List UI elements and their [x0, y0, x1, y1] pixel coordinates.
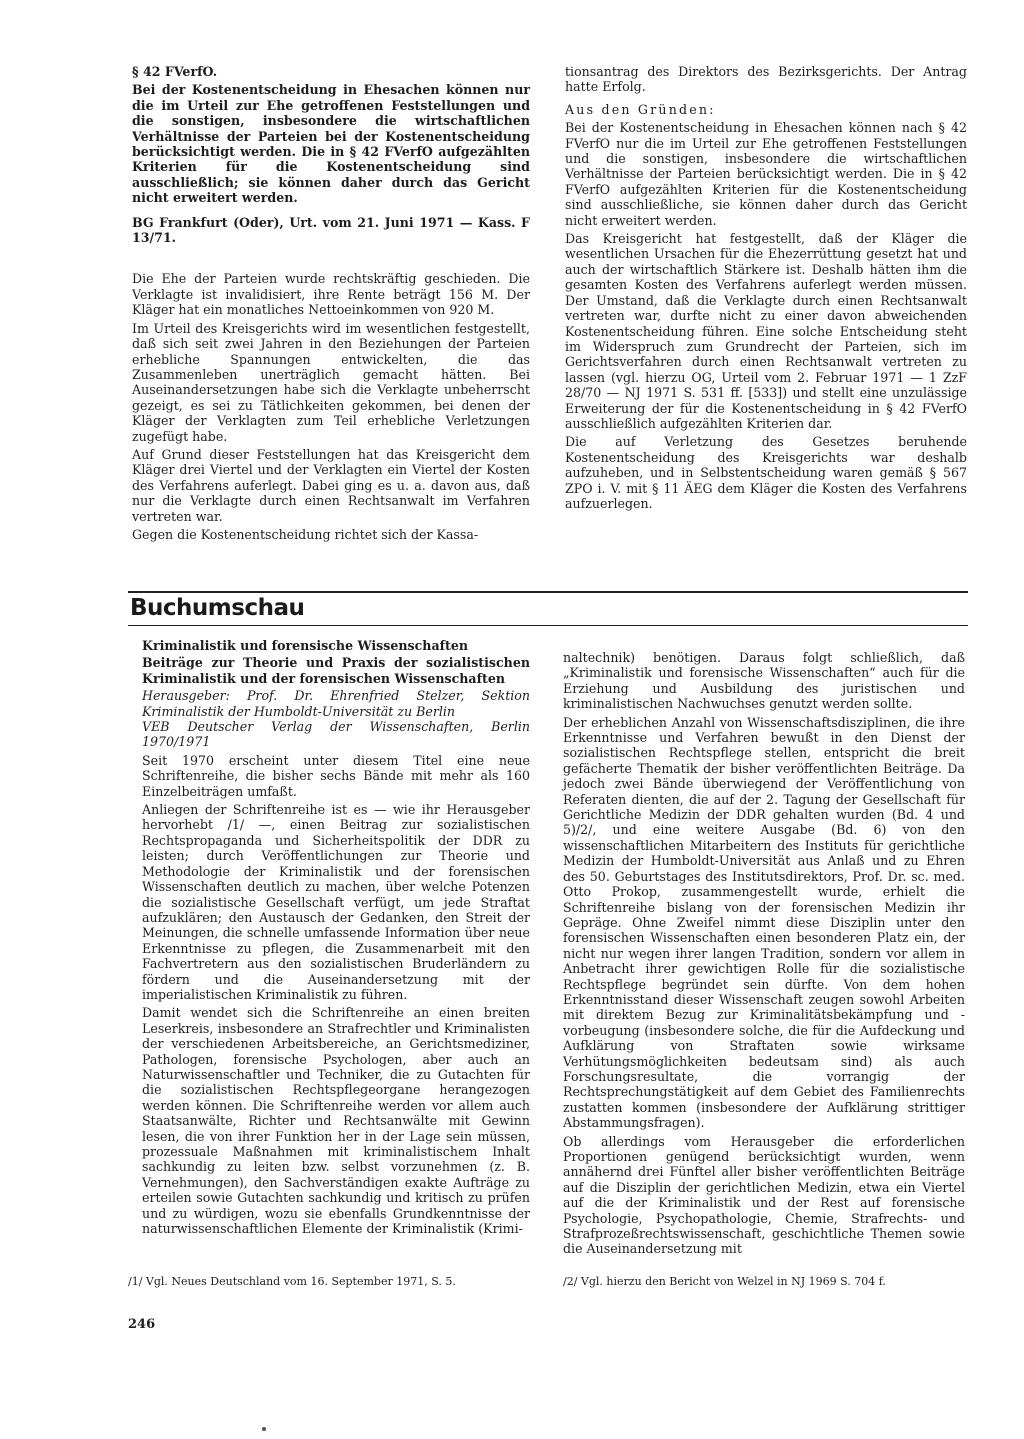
footnote-2: /2/ Vgl. hierzu den Bericht von Welzel in NJ 1969 S. 704 f. — [563, 1275, 886, 1288]
print-speck — [262, 1427, 266, 1431]
right-column-top — [565, 64, 967, 514]
paragraph: Seit 1970 erscheint unter diesem Titel eine neue Schriftenreihe, die bisher sechs Bände mit mehr als 160 Einzelbeiträgen umfaßt. — [142, 752, 530, 799]
headnote: Bei der Kostenentscheidung in Ehesachen können nur die im Urteil zur Ehe getroffenen Feststellungen und die sonstigen, insbesondere die wirtschaftlichen Verhältnisse der Parteien bei der Kostenentscheidung berücksichtigt werden. Die in § 42 FVerfO aufgezählten Kriterien für die Kostenentscheidung sind ausschließlich; sie können daher durch das Gericht nicht erweitert werden. — [132, 82, 530, 206]
paragraph: Der erheblichen Anzahl von Wissenschaftsdisziplinen, die ihre Erkenntnisse und Verfahren bewußt in den Dienst der sozialistischen Rechtspflege stellen, entspricht die breit gefächerte Thematik der bisher veröffentlichten Beiträge. Da jedoch zwei Bände überwiegend der Veröffentlichung von Referaten dienten, die auf der 2. Tagung der Gesellschaft für Gerichtliche Medizin der DDR gehalten wurden (Bd. 4 und 5)/2/, und eine weitere Ausgabe (Bd. 6) von den wissenschaftlichen Mitarbeitern des Instituts für gerichtliche Medizin der Humboldt-Universität aus Anlaß und zu Ehren des 50. Geburtstages des Institutsdirektors, Prof. Dr. sc. med. Otto Prokop, zusammengestellt wurde, erhielt die Schriftenreihe bislang von der forensischen Medizin ihr Gepräge. Ohne Zweifel nimmt diese Disziplin unter den forensischen Wissenschaften einen besonderen Platz ein, der nicht nur wegen ihrer langen Tradition, sondern vor allem in Anbetracht ihrer gewichtigen Rolle für die sozialistische Rechtspflege begründet sein dürfte. Von dem hohen Erkenntnisstand dieser Wissenschaft zeugen sowohl Arbeiten mit direktem Bezug zur Kriminalitätsbekämpfung und -vorbeugung (insbesondere solche, die für die Aufdeckung und Aufklärung von Straftaten sowie wirksame Verhütungsmöglichkeiten bedeutsam sind) als auch Forschungsresultate, die vorrangig der Rechtsprechungstätigkeit auf dem Gebiet des Familienrechts zustatten kommen (insbesondere der Aufklärung strittiger Abstammungsfragen). — [563, 714, 965, 1131]
paragraph: Ob allerdings vom Herausgeber die erforderlichen Proportionen genügend berücksichtigt wurden, wenn annähernd drei Fünftel aller bisher veröffentlichten Beiträge auf die Disziplin der gerichtlichen Medizin, etwa ein Viertel auf die der Kriminalistik und der Rest auf forensische Psychologie, Psychopathologie, Chemie, Strafrechts- und Strafprozeßrechtswissenschaft, geschichtliche Themen sowie die Auseinandersetzung mit — [563, 1133, 965, 1257]
book-publisher: VEB Deutscher Verlag der Wissenschaften, Berlin 1970/1971 — [142, 719, 530, 750]
paragraph: Die Ehe der Parteien wurde rechtskräftig geschieden. Die Verklagte ist invalidisiert, ihre Rente beträgt 156 M. Der Kläger hat ein monatliches Nettoeinkommen von 920 M. — [132, 271, 530, 318]
footnote-1: /1/ Vgl. Neues Deutschland vom 16. September 1971, S. 5. — [128, 1275, 456, 1288]
left-column-bottom — [142, 638, 530, 1239]
paragraph: Auf Grund dieser Feststellungen hat das Kreisgericht dem Kläger drei Viertel und der Verklagten ein Viertel der Kosten des Verfahrens auferlegt. Dabei ging es u. a. davon aus, daß nur die Verklagte durch einen Rechtsanwalt im Verfahren vertreten war. — [132, 446, 530, 524]
continuation-text: tionsantrag des Direktors des Bezirksgerichts. Der Antrag hatte Erfolg. — [565, 64, 967, 95]
book-editor: Herausgeber: Prof. Dr. Ehrenfried Stelzer, Sektion Kriminalistik der Humboldt-Universität zu Berlin — [142, 688, 530, 719]
paragraph: Die auf Verletzung des Gesetzes beruhende Kostenentscheidung des Kreisgerichts war deshalb aufzuheben, und in Selbstentscheidung waren gemäß § 567 ZPO i. V. mit § 11 ÄEG dem Kläger die Kosten des Verfahrens aufzuerlegen. — [565, 434, 967, 511]
law-reference: § 42 FVerfO. — [132, 64, 218, 79]
section-title: Buchumschau — [130, 595, 305, 621]
section-rule-bottom — [128, 625, 968, 626]
paragraph: Im Urteil des Kreisgerichts wird im wesentlichen festgestellt, daß sich seit zwei Jahren in den Beziehungen der Parteien erhebliche Spannungen entwickelten, die das Zusammenleben unerträglich gemacht hätten. Bei Auseinandersetzungen habe sich die Verklagte unbeherrscht gezeigt, es sei zu Tätlichkeiten gekommen, bei denen der Kläger der Verklagten zum Teil erhebliche Verletzungen zugefügt habe. — [132, 320, 530, 444]
paragraph: Das Kreisgericht hat festgestellt, daß der Kläger die wesentlichen Ursachen für die Ehezerrüttung gesetzt hat und auch der wirtschaftlich Stärkere ist. Deshalb hätten ihm die gesamten Kosten des Verfahrens auferlegt werden müssen. Der Umstand, daß die Verklagte durch einen Rechtsanwalt vertreten war, durfte nicht zu einer davon abweichenden Kostenentscheidung führen. Eine solche Entscheidung steht im Widerspruch zum Grundrecht der Parteien, sich im Gerichtsverfahren durch einen Rechtsanwalt vertreten zu lassen (vgl. hierzu OG, Urteil vom 2. Februar 1971 — 1 ZzF 28/70 — NJ 1971 S. 531 ff. [533]) und stellt eine unzulässige Erweiterung der für die Kostenentscheidung in § 42 FVerfO ausschließlich aufgezählten Kriterien dar. — [565, 231, 967, 431]
case-citation: BG Frankfurt (Oder), Urt. vom 21. Juni 1971 — Kass. F 13/71. — [132, 214, 530, 246]
page-number: 246 — [128, 1317, 156, 1332]
reasons-heading: Aus den Gründen: — [565, 101, 716, 117]
left-column-top — [132, 64, 530, 545]
paragraph: naltechnik) benötigen. Daraus folgt schließlich, daß „Kriminalistik und forensische Wissenschaften“ auch für die Erziehung und Ausbildung des juristischen und kriminalistischen Nachwuchses genutzt werden sollte. — [563, 650, 965, 712]
paragraph: Anliegen der Schriftenreihe ist es — wie ihr Herausgeber hervorhebt /1/ —, einen Beitrag zur sozialistischen Rechtspropaganda und Sicherheitspolitik der DDR zu leisten; durch Veröffentlichungen zur Theorie und Methodologie der Kriminalistik und der forensischen Wissenschaften deutlich zu machen, über welche Potenzen die sozialistische Gesellschaft verfügt, um jede Straftat aufzuklären; den Austausch der Gedanken, den Streit der Meinungen, die schnelle umfassende Information über neue Erkenntnisse zu pflegen, die Zusammenarbeit mit den Fachvertretern aus den sozialistischen Bruderländern zu fördern und die Auseinandersetzung mit der imperialistischen Kriminalistik zu führen. — [142, 802, 530, 1002]
right-column-bottom — [563, 650, 965, 1260]
paragraph: Gegen die Kostenentscheidung richtet sich der Kassa- — [132, 526, 479, 542]
book-subtitle: Beiträge zur Theorie und Praxis der sozialistischen Kriminalistik und der forensischen Wissenschaften — [142, 655, 530, 686]
paragraph: Damit wendet sich die Schriftenreihe an einen breiten Leserkreis, insbesondere an Strafrechtler und Kriminalisten der verschiedenen Arbeitsbereiche, an Gerichtsmediziner, Pathologen, forensische Psychologen, aber auch an Naturwissenschaftler und Techniker, die zu Gutachten für die sozialistischen Rechtspflegeorgane herangezogen werden können. Die Schriftenreihe werden vor allem auch Staatsanwälte, Richter und Rechtsanwälte mit Gewinn lesen, die von ihrer Funktion her in der Lage sein müssen, prozessuale Maßnahmen mit kriminalistischem Inhalt sachkundig zu leiten bzw. selbst vorzunehmen (z. B. Vernehmungen), den Sachverständigen exakte Aufträge zu erteilen sowie Gutachten sachkundig und kritisch zu prüfen und zu würdigen, wozu sie ebenfalls Grundkenntnisse der naturwissenschaftlichen Elemente der Kriminalistik (Krimi- — [142, 1005, 530, 1237]
paragraph: Bei der Kostenentscheidung in Ehesachen können nach § 42 FVerfO nur die im Urteil zur Ehe getroffenen Feststellungen und die sonstigen, insbesondere die wirtschaftlichen Verhältnisse der Parteien berücksichtigt werden. Die in § 42 FVerfO aufgezählten Kriterien für die Kostenentscheidung sind ausschließliche, sie können daher durch das Gericht nicht erweitert werden. — [565, 120, 967, 228]
book-title: Kriminalistik und forensische Wissenschaften — [142, 638, 469, 653]
